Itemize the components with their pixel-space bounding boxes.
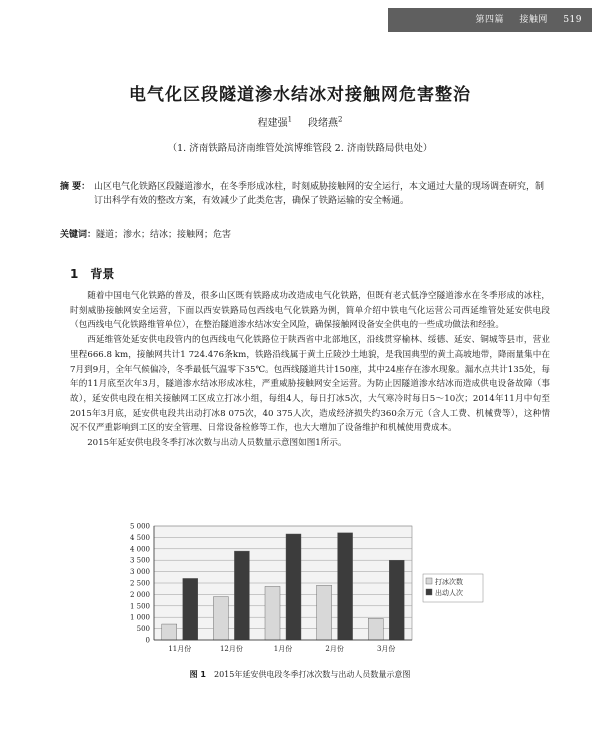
y-tick-label: 5 000 (129, 522, 150, 531)
bar (162, 624, 177, 640)
author-line (0, 114, 600, 129)
keywords-text: 隧道；渗水；结冰；接触网；危害 (96, 230, 232, 240)
abstract-text: 山区电气化铁路区段隧道渗水，在冬季形成冰柱，时刻威胁接触网的安全运行，本文通过大量的现场调查研究，制订出科学有效的整改方案，有效减少了此类危害，确保了铁路运输的安全畅通。 (94, 182, 545, 206)
figure-caption (0, 669, 600, 680)
abstract (60, 180, 550, 208)
y-tick-label: 0 (145, 636, 150, 645)
author-affiliation-mark: 1 (287, 115, 293, 124)
paragraph: 西延维管处延安供电段管内的包西线电气化铁路位于陕西省中北部地区，沿线贯穿榆林、绥德、延安、铜城等县市，营业里程666.8 km，接触网共计1 724.476条km，铁路沿线属于黄土丘陵沙土地貌，是我国典型的黄土高坡地带，降雨量集中在7月到9月，全年气候偏冷，冬季最低气温零下35℃。包西线隧道共计150座，其中24座存在渗水现象。漏水点共计135处，每年的11月底至次年3月，隧道渗水结冰形成冰柱，严重威胁接触网安全运营。为防止因隧道渗水结冰而造成供电设备故障（事故），延安供电段在相关接触网工区成立打冰小组，每组4人，每日打冰5次，大气寒冷时每日5～10次；2014年11月中旬至2015年3月底，延安供电段共出动打冰8 075次，40 375人次，造成经济损失约360余万元（含人工费、机械费等），这种情况不仅严重影响到工区的安全管理、日常设备检修等工作，也大大增加了设备维护和机械使用费成本。 (70, 335, 550, 434)
x-tick-label: 11月份 (168, 645, 192, 653)
paper-title: 电气化区段隧道渗水结冰对接触网危害整治 (129, 85, 471, 105)
x-tick-label: 1月份 (273, 645, 293, 653)
figure-label: 图 1 (189, 670, 206, 679)
figure-1-chart (118, 520, 498, 660)
bar (338, 533, 353, 640)
x-tick-label: 2月份 (325, 645, 344, 653)
bar (368, 618, 383, 640)
y-tick-label: 4 000 (129, 545, 150, 554)
paragraph: 2015年延安供电段冬季打冰次数与出动人员数量示意图如图1所示。 (87, 438, 347, 449)
running-header (388, 8, 592, 32)
legend-label: 打冰次数 (435, 578, 463, 586)
bar (183, 578, 198, 640)
bar (234, 551, 249, 640)
legend-swatch (426, 578, 432, 584)
x-tick-label: 12月份 (219, 645, 243, 653)
x-tick-label: 3月份 (376, 645, 396, 653)
figure-caption-text: 2015年延安供电段冬季打冰次数与出动人员数量示意图 (214, 670, 411, 679)
author-name: 段绪燕 (307, 118, 338, 129)
legend-label: 出动人次 (435, 589, 463, 597)
header-section: 第四篇 (475, 15, 505, 25)
keywords-label: 关键词： (60, 230, 97, 240)
section-number: 1 (70, 267, 79, 281)
bar (265, 586, 280, 640)
header-topic: 接触网 (519, 15, 548, 25)
header-page-number: 519 (563, 15, 582, 25)
y-tick-label: 1 500 (129, 602, 150, 611)
author-name: 程建强 (257, 118, 288, 129)
bar (317, 585, 332, 640)
affiliation: （1. 济南铁路局济南维管处滨博维管段 2. 济南铁路局供电处） (167, 143, 433, 154)
y-tick-label: 2 000 (129, 590, 150, 599)
bar-chart (118, 520, 498, 660)
legend-swatch (426, 589, 432, 595)
paragraph: 随着中国电气化铁路的普及，很多山区既有铁路成功改造成电气化铁路，但既有老式低净空隧道渗水在冬季形成的冰柱，时刻威胁接触网安全运营，下面以西安铁路局包西线电气化铁路为例，简单介绍中铁电气化运营公司西延维管处延安供电段（包西线电气化铁路维管单位），在整治隧道渗水结冰安全风险，确保接触网设备安全供电的一些成功做法和经验。 (70, 291, 550, 331)
y-tick-label: 3 500 (129, 556, 150, 565)
y-tick-label: 1 000 (129, 613, 150, 622)
section-title: 背景 (90, 267, 115, 281)
section-heading (70, 265, 126, 282)
y-tick-label: 500 (136, 625, 150, 634)
bar (286, 534, 301, 640)
author-affiliation-mark: 2 (337, 115, 343, 124)
y-tick-label: 2 500 (129, 579, 150, 588)
abstract-label: 摘 要： (60, 182, 91, 192)
keywords (60, 228, 550, 242)
body-text (70, 289, 550, 451)
y-tick-label: 4 500 (129, 533, 150, 542)
bar (389, 560, 404, 640)
bar (213, 597, 228, 640)
y-tick-label: 3 000 (129, 568, 150, 577)
